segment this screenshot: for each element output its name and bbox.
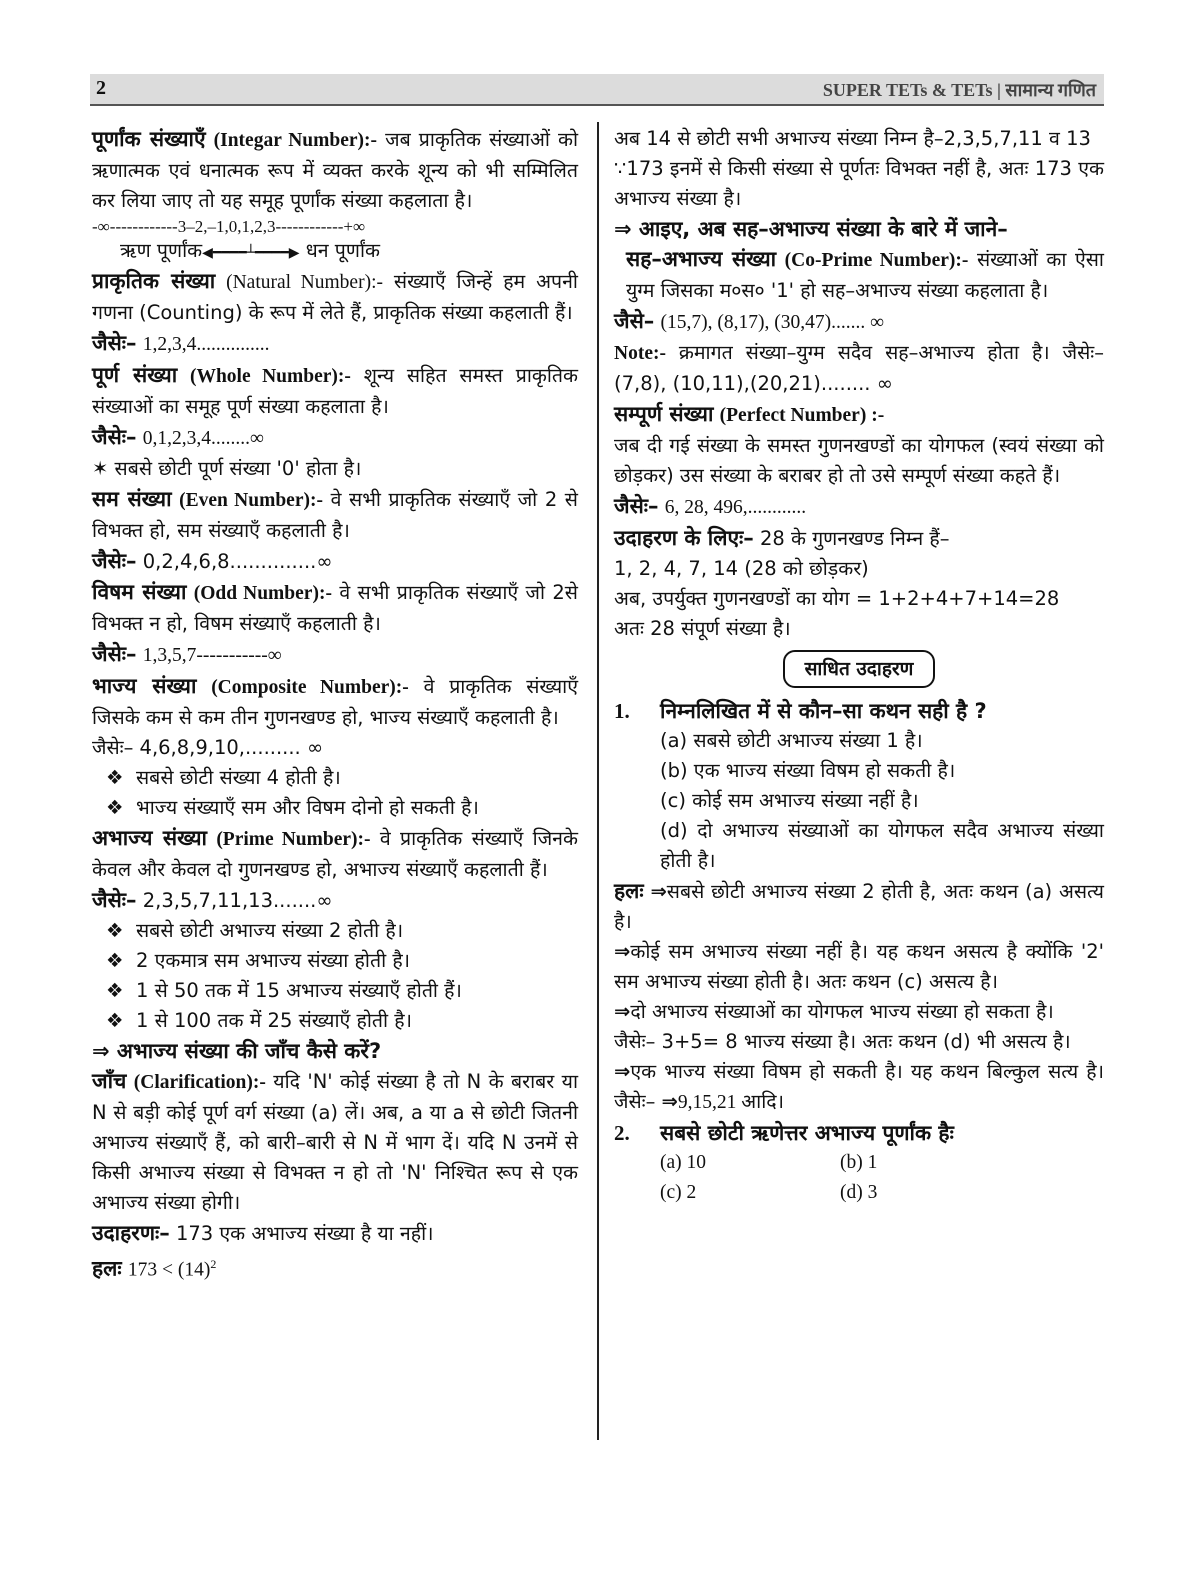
solution-step-1: हलः ⇒सबसे छोटी अभाज्य संख्या 2 होती है, अतः कथन (a) असत्य है। (614, 879, 1104, 933)
solution-step-2: ⇒कोई सम अभाज्य संख्या नहीं है। यह कथन असत्य है क्योंकि '2' सम अभाज्य संख्या होती है। अतः कथन (c) असत्य है। (614, 940, 1104, 993)
whole-english: (Whole Number):- (189, 366, 351, 387)
option-b: (b) 1 (840, 1152, 878, 1173)
coprime-intro: ⇒ आइए, अब सह–अभाज्य संख्या के बारे में जाने– (614, 217, 1008, 241)
diamond-bullet-icon: ❖ (106, 796, 124, 819)
perfect-example (614, 491, 1104, 523)
composite-english: (Composite Number):- (211, 677, 409, 698)
prime-example (92, 885, 578, 916)
solved-examples-box-wrap (614, 650, 1104, 688)
prime-text: वे प्राकृतिक संख्याएँ जिनके केवल और केवल दो गुणनखण्ड हो, अभाज्य संख्याएँ कहलाती हैं। (92, 827, 578, 881)
negative-integer-label: ऋण पूर्णांक (120, 239, 203, 262)
solution-exponent: 2 (210, 1257, 217, 1271)
right-column (614, 124, 1104, 1208)
clarification-english: (Clarification):- (133, 1072, 266, 1093)
integer-text: जब प्राकृतिक संख्याओं को ऋणात्मक एवं धनात्मक रूप में व्यक्त करके शून्य को भी सम्मिलित कर लिया जाए तो यह समूह पूर्णांक संख्या कहलाता है। (92, 128, 579, 212)
whole-example (92, 422, 578, 454)
example-value: 1,2,3,4............... (142, 334, 270, 355)
for-example-label: उदाहरण के लिएः– (614, 526, 754, 550)
composite-text: वे प्राकृतिक संख्याएँ जिसके कम से कम तीन गुणनखण्ड हो, भाज्य संख्याएँ कहलाती है। (92, 675, 578, 729)
even-text: वे सभी प्राकृतिक संख्याएँ जो 2 से विभक्त हो, सम संख्याएँ कहलाती है। (92, 488, 578, 542)
implies-arrow-icon: ⇒ (614, 1000, 631, 1023)
example-label: जैसेः– (92, 642, 137, 666)
option-b: (b) एक भाज्य संख्या विषम हो सकती है। (660, 759, 956, 782)
option-c: (c) कोई सम अभाज्य संख्या नहीं है। (660, 789, 919, 812)
option-d: (d) 3 (840, 1182, 878, 1203)
prime-heading: अभाज्य संख्या (92, 826, 207, 850)
prime-definition (92, 823, 578, 885)
coprime-example (614, 306, 1104, 338)
option-d: (d) दो अभाज्य संख्याओं का योगफल सदैव अभाज्य संख्या होती है। (660, 819, 1104, 872)
left-column (92, 124, 578, 1286)
whole-definition (92, 360, 578, 422)
bullet-item: ❖ 1 से 100 तक में 25 संख्याएँ होती है। (92, 1006, 578, 1036)
page-header (90, 74, 1104, 106)
natural-example (92, 328, 578, 360)
prime-check-heading: ⇒ अभाज्य संख्या की जाँच कैसे करें? (92, 1039, 382, 1063)
implies-arrow-icon: ⇒ (650, 880, 667, 903)
example-label: जैसेः– (92, 888, 137, 912)
page-number: 2 (96, 77, 106, 99)
bullet-item: ❖ सबसे छोटी अभाज्य संख्या 2 होती है। (92, 916, 578, 946)
diamond-bullet-icon: ❖ (106, 766, 124, 789)
option-c: (c) 2 (660, 1182, 697, 1203)
even-definition (92, 484, 578, 546)
question-2 (614, 1118, 1104, 1148)
sum-line: अब, उपर्युक्त गुणनखण्डों का योग = 1+2+4+7+14=28 (614, 587, 1060, 610)
example-value: 0,1,2,3,4........∞ (142, 428, 264, 449)
example-value: 1,3,5,7-----------∞ (142, 645, 282, 666)
example-label: जैसेः– (614, 494, 659, 518)
example-label: उदाहरणः– (92, 1221, 170, 1245)
example-question (92, 1218, 578, 1249)
implies-arrow-icon: ⇒ (92, 1039, 110, 1063)
question-number: 1. (614, 699, 630, 723)
example-label: जैसेः– (92, 425, 137, 449)
even-example (92, 546, 578, 577)
diamond-bullet-icon: ❖ (106, 919, 124, 942)
options-row-2 (614, 1178, 1104, 1208)
question-number: 2. (614, 1121, 630, 1145)
example-label: जैसेः– (92, 549, 137, 573)
example-text: 173 एक अभाज्य संख्या है या नहीं। (175, 1222, 434, 1245)
double-arrow-icon: ◀━━━━┴━━━━▶ (202, 245, 300, 261)
coprime-english: (Co-Prime Number):- (784, 250, 969, 271)
note-label: Note:- (614, 343, 666, 364)
option-a: (a) 10 (660, 1152, 707, 1173)
star-note-text: सबसे छोटी पूर्ण संख्या '0' होता है। (114, 457, 362, 480)
whole-text: शून्य सहित समस्त प्राकृतिक संख्याओं का समूह पूर्ण संख्या कहलाता है। (92, 364, 578, 418)
natural-heading: प्राकृतिक संख्या (92, 269, 216, 293)
composite-heading: भाज्य संख्या (92, 674, 197, 698)
for-example (614, 523, 1104, 554)
clarification-text: यदि 'N' कोई संख्या है तो N के बराबर या N से बड़ी कोई पूर्ण वर्ग संख्या (a) लें। अब, a या a से छोटी जितनी अभाज्य संख्याएँ हैं, को बारी–बारी से N में भाग दें। यदि N उनमें से किसी अभाज्य संख्या से विभक्त न हो तो 'N' निश्चित रूप से एक अभाज्य संख्या होगी। (92, 1070, 579, 1214)
solution-step-4: जैसेः– 3+5= 8 भाज्य संख्या है। अतः कथन (d) भी असत्य है। (614, 1030, 1071, 1053)
example-label: जैसे– (614, 309, 655, 333)
perfect-heading: सम्पूर्ण संख्या (614, 402, 714, 426)
implies-arrow-icon: ⇒ (614, 1060, 631, 1083)
odd-definition (92, 577, 578, 639)
options-row-1 (614, 1148, 1104, 1178)
positive-integer-label: धन पूर्णांक (305, 239, 380, 262)
book-title: SUPER TETs & TETs | सामान्य गणित (822, 80, 1096, 100)
solved-examples-box: साधित उदाहरण (783, 650, 936, 688)
solution-step-5: ⇒एक भाज्य संख्या विषम हो सकती है। यह कथन बिल्कुल सत्य है। जैसेः– ⇒9,15,21 आदि। (614, 1060, 1104, 1113)
for-example-text: 28 के गुणनखण्ड निम्न हैं– (760, 527, 950, 550)
question-text: सबसे छोटी ऋणेत्तर अभाज्य पूर्णांक हैः (660, 1121, 954, 1145)
bullet-item: ❖ 2 एकमात्र सम अभाज्य संख्या होती है। (92, 946, 578, 976)
integer-english: (Integar Number):- (213, 130, 378, 151)
solution-start (92, 1249, 578, 1286)
number-line: -∞------------3–2,–1,0,1,2,3------------+∞ (92, 217, 366, 236)
note (614, 338, 1104, 399)
bullet-item: ❖ भाज्य संख्याएँ सम और विषम दोनो हो सकती है। (92, 793, 578, 823)
integer-labels (92, 238, 578, 266)
example-value: (15,7), (8,17), (30,47)....... ∞ (660, 312, 884, 333)
diamond-bullet-icon: ❖ (106, 979, 124, 1002)
bullet-item: ❖ 1 से 50 तक में 15 अभाज्य संख्याएँ होती हैं। (92, 976, 578, 1006)
prime-english: (Prime Number):- (216, 829, 371, 850)
composite-definition (92, 671, 578, 733)
diamond-bullet-icon: ❖ (106, 1009, 124, 1032)
natural-english: (Natural Number):- (226, 272, 383, 293)
solution-label: हलः (614, 879, 644, 903)
integer-heading: पूर्णांक संख्याएँ (92, 127, 206, 151)
integer-definition (92, 124, 578, 216)
question-1 (614, 696, 1104, 726)
natural-text: संख्याएँ जिन्हें हम अपनी गणना (Counting) के रूप में लेते हैं, प्राकृतिक संख्या कहलाती हैं। (92, 270, 578, 324)
perfect-heading-line (614, 399, 1104, 431)
example-label: जैसेः– (92, 331, 137, 355)
note-text: क्रमागत संख्या–युग्म सदैव सह–अभाज्य होता है। जैसेः– (7,8), (10,11),(20,21)........ ∞ (614, 341, 1104, 395)
prime-conclusion: ∵173 इनमें से किसी संख्या से पूर्णतः विभक्त नहीं है, अतः 173 एक अभाज्य संख्या है। (614, 157, 1104, 210)
question-text: निम्नलिखित में से कौन–सा कथन सही है ? (660, 699, 987, 723)
example-value: 0,2,4,6,8..............∞ (142, 550, 333, 573)
implies-arrow-icon: ⇒ (614, 217, 632, 241)
solution-step-3: ⇒दो अभाज्य संख्याओं का योगफल भाज्य संख्या हो सकता है। (614, 1000, 1054, 1023)
primes-below-14: अब 14 से छोटी सभी अभाज्य संख्या निम्न है–2,3,5,7,11 व 13 (614, 127, 1091, 150)
perfect-text: जब दी गई संख्या के समस्त गुणनखण्डों का योगफल (स्वयं संख्या को छोड़कर) उस संख्या के बराबर हो तो उसे सम्पूर्ण संख्या कहते हैं। (614, 434, 1104, 487)
coprime-heading: सह–अभाज्य संख्या (626, 247, 777, 271)
coprime-text: संख्याओं का ऐसा युग्म जिसका म०स० '1' हो सह–अभाज्य संख्या कहलाता है। (626, 248, 1104, 302)
odd-example (92, 639, 578, 671)
example-value: 2,3,5,7,11,13.......∞ (142, 889, 333, 912)
implies-arrow-icon: ⇒ (661, 1090, 678, 1113)
implies-arrow-icon: ⇒ (614, 940, 631, 963)
natural-definition (92, 266, 578, 328)
diamond-bullet-icon: ❖ (106, 949, 124, 972)
star-note (92, 454, 578, 484)
star-icon: ✶ (92, 457, 109, 480)
example-value: 6, 28, 496,............ (664, 497, 807, 518)
whole-heading: पूर्ण संख्या (92, 363, 178, 387)
even-english: (Even Number):- (179, 490, 323, 511)
odd-text: वे सभी प्राकृतिक संख्याएँ जो 2से विभक्त न हो, विषम संख्याएँ कहलाती है। (92, 581, 578, 635)
clarification-heading: जाँच (92, 1069, 127, 1093)
perfect-conclusion: अतः 28 संपूर्ण संख्या है। (614, 617, 791, 640)
odd-heading: विषम संख्या (92, 580, 187, 604)
perfect-english: (Perfect Number) :- (719, 405, 885, 426)
solution-text: 173 < (14) (127, 1259, 211, 1281)
column-divider (597, 122, 599, 1440)
coprime-definition (614, 244, 1104, 306)
composite-example: जैसेः– 4,6,8,9,10,......... ∞ (92, 736, 324, 759)
bullet-item: ❖ सबसे छोटी संख्या 4 होती है। (92, 763, 578, 793)
factors-line: 1, 2, 4, 7, 14 (28 को छोड़कर) (614, 557, 869, 580)
even-heading: सम संख्या (92, 487, 172, 511)
solution-label: हलः (92, 1256, 122, 1281)
clarification-paragraph (92, 1066, 578, 1218)
odd-english: (Odd Number):- (193, 583, 332, 604)
option-a: (a) सबसे छोटी अभाज्य संख्या 1 है। (660, 729, 923, 752)
